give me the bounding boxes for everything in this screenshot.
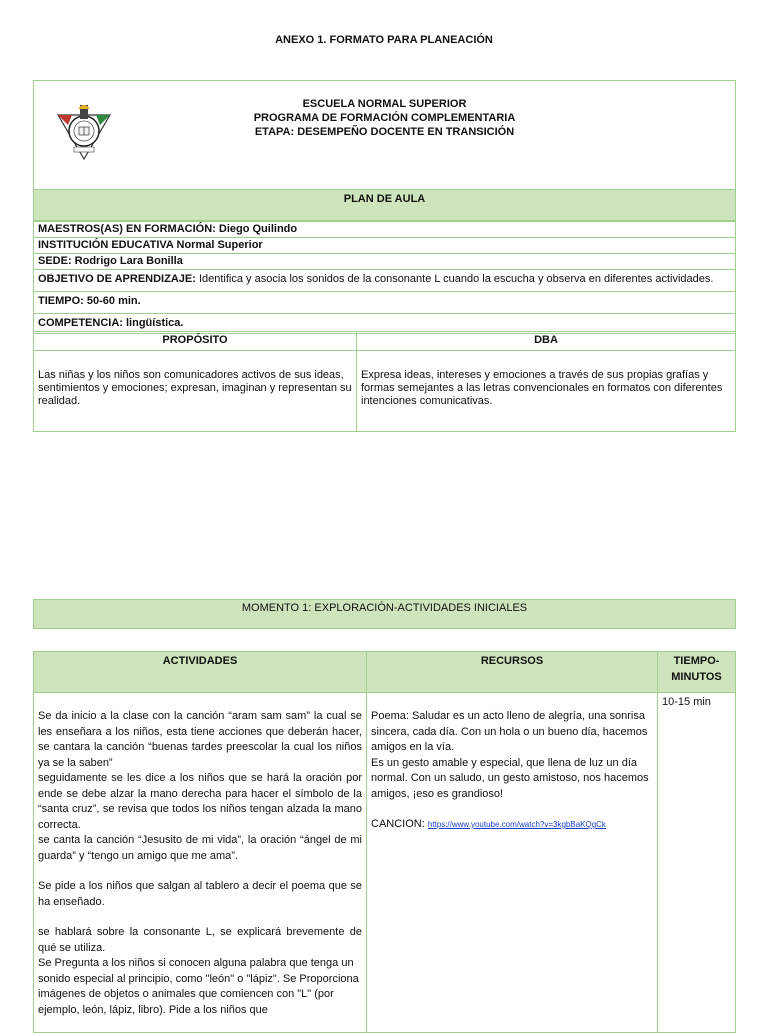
activity-paragraph: Se da inicio a la clase con la canción “aram sam sam” la cual se les enseñara a los niños, esta tiene acciones que deberán hacer, se cantara la canción “buenas tardes preescolar la cual los niños ya se la saben” xyxy=(38,710,362,769)
momento-1-bar: MOMENTO 1: EXPLORACIÓN-ACTIVIDADES INICIALES xyxy=(33,599,736,629)
purpose-dba-table xyxy=(33,331,736,432)
school-header xyxy=(33,80,736,190)
dba-header: DBA xyxy=(357,332,736,351)
song-link[interactable]: https://www.youtube.com/watch?v=3kgbBaKQgCk xyxy=(427,820,606,829)
activity-paragraph: se hablará sobre la consonante L, se explicará brevemente de qué se utiliza. xyxy=(38,926,362,954)
document-title: ANEXO 1. FORMATO PARA PLANEACIÓN xyxy=(275,34,493,46)
institution-field: INSTITUCIÓN EDUCATIVA Normal Superior xyxy=(38,239,263,251)
poem-text-2: Es un gesto amable y especial, que llena de luz un día normal. Con un saludo, un gesto amistoso, nos hacemos amigos, ¡eso es grandioso! xyxy=(371,756,649,800)
activity-paragraph: Se pide a los niños que salgan al tablero a decir el poema que se ha enseñado. xyxy=(38,880,362,908)
actividades-cell xyxy=(34,693,367,1033)
activity-paragraph: se canta la canción “Jesusito de mi vida”, la oración “ángel de mi guarda” y “tengo un amigo que me ama”. xyxy=(38,834,362,862)
actividades-header: ACTIVIDADES xyxy=(34,652,367,693)
sede-field: SEDE: Rodrigo Lara Bonilla xyxy=(38,255,183,267)
teachers-field: MAESTROS(AS) EN FORMACIÓN: Diego Quilindo xyxy=(38,223,298,235)
objective-label: OBJETIVO DE APRENDIZAJE: xyxy=(38,273,196,285)
dba-text: Expresa ideas, intereses y emociones a través de sus propias grafías y formas semejantes a las letras convencionales en formatos con diferentes intenciones comunicativas. xyxy=(357,351,736,432)
program-name: PROGRAMA DE FORMACIÓN COMPLEMENTARIA xyxy=(253,112,516,124)
competence-field: COMPETENCIA: lingüística. xyxy=(38,317,184,329)
poem-text: Poema: Saludar es un acto lleno de alegría, una sonrisa sincera, cada día. Con un hola o un bueno día, hacemos amigos en la vía. xyxy=(371,710,648,753)
tiempo-cell: 10-15 min xyxy=(658,693,736,1033)
plan-de-aula-bar: PLAN DE AULA xyxy=(33,189,736,221)
school-name: ESCUELA NORMAL SUPERIOR xyxy=(302,98,467,110)
activity-paragraph: Se Pregunta a los niños si conocen alguna palabra que tenga un sonido especial al principio, como "león" o "lápiz". Se Proporciona imágenes de objetos o animales que comiencen con "L" (por ejemplo, león, lápiz, libro). Pide a los niños que xyxy=(38,957,359,1016)
proposito-text: Las niñas y los niños son comunicadores activos de sus ideas, sentimientos y emociones; expresan, imaginan y representan su realidad. xyxy=(34,351,357,432)
info-table xyxy=(33,221,736,334)
cancion-label: CANCION: xyxy=(371,818,425,830)
recursos-cell xyxy=(367,693,658,1033)
recursos-header: RECURSOS xyxy=(367,652,658,693)
activities-table xyxy=(33,651,736,1033)
time-field: TIEMPO: 50-60 min. xyxy=(38,295,141,307)
proposito-header: PROPÓSITO xyxy=(34,332,357,351)
activity-paragraph: seguidamente se les dice a los niños que se hará la oración por ende se debe alzar la mano derecha para hacer el símbolo de la “santa cruz”, se revisa que todos los niños tengan alzada la mano correcta. xyxy=(38,772,362,831)
stage-name: ETAPA: DESEMPEÑO DOCENTE EN TRANSICIÓN xyxy=(254,126,515,138)
tiempo-header: TIEMPO-MINUTOS xyxy=(658,652,736,693)
objective-text: Identifica y asocia los sonidos de la consonante L cuando la escucha y observa en diferentes actividades. xyxy=(198,273,714,285)
